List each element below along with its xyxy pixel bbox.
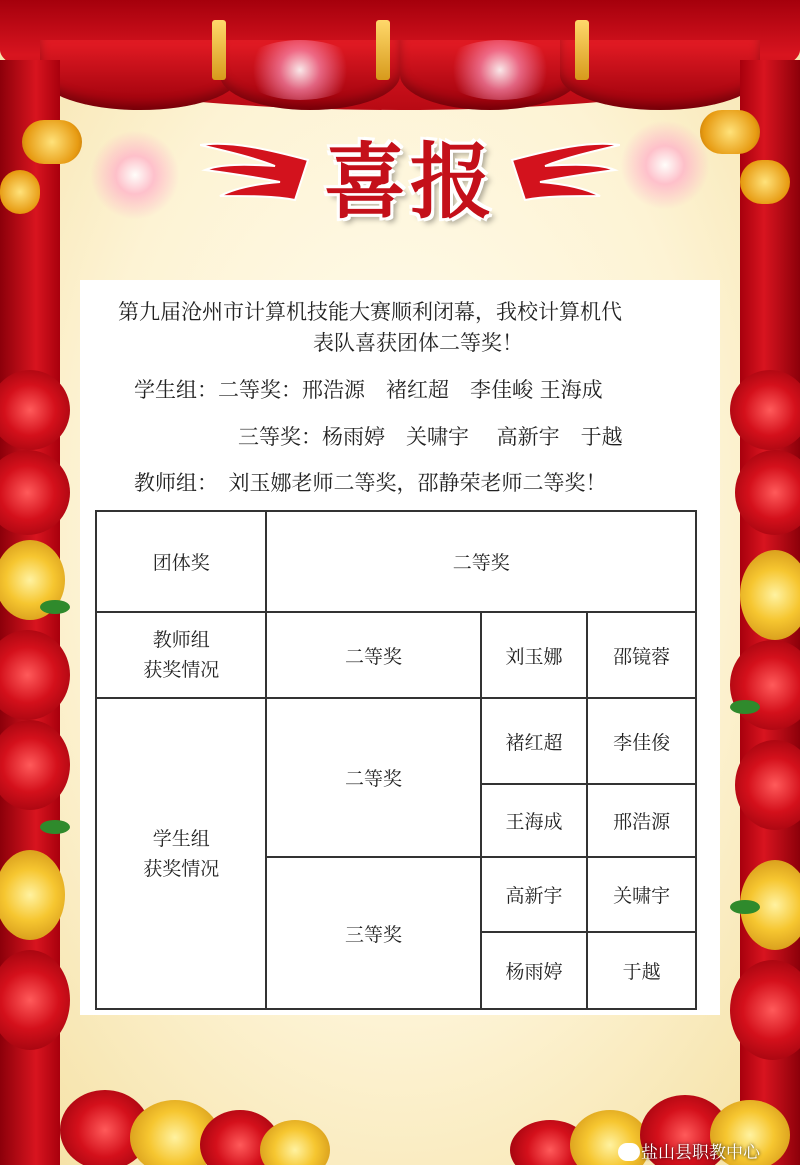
student-name: 王海成 [481,784,588,857]
wing-icon [510,140,620,218]
announcement-line-1: 第九届沧州市计算机技能大赛顺利闭幕，我校计算机代 [118,300,622,324]
curtain-swag [40,40,240,110]
leaf-icon [40,600,70,614]
student-name: 于越 [587,932,696,1009]
awards-table [95,510,697,1010]
lantern-icon [0,170,40,214]
firework-icon [240,40,360,100]
teacher-prize-line: 教师组： 刘玉娜老师二等奖，邵静荣老师二等奖！ [134,471,607,495]
student-group-label: 学生组 获奖情况 [96,698,266,1009]
team-award-value: 二等奖 [266,511,696,612]
student-second-award: 二等奖 [266,698,480,857]
gold-tassel [212,20,226,80]
teacher-group-label: 教师组 获奖情况 [96,612,266,698]
watermark: 盐山县职教中心 [641,1143,760,1163]
lantern-icon [740,160,790,204]
firework-icon [440,40,560,100]
team-award-label: 团体奖 [96,511,266,612]
student-second-prize-line: 学生组：二等奖：邢浩源 褚红超 李佳峻 王海成 [134,378,603,402]
page-title: 喜报 [323,134,496,230]
table-row [96,612,696,698]
student-name: 李佳俊 [587,698,696,784]
leaf-icon [40,820,70,834]
announcement-line-2: 表队喜获团体二等奖！ [313,331,523,355]
teacher-name: 邵镜蓉 [587,612,696,698]
curtain-swag [560,40,760,110]
wechat-icon [618,1143,640,1161]
leaf-icon [730,700,760,714]
gold-tassel [376,20,390,80]
gold-tassel [575,20,589,80]
student-name: 高新宇 [481,857,588,932]
student-name: 褚红超 [481,698,588,784]
student-third-award: 三等奖 [266,857,480,1009]
peony-icon [730,370,800,450]
student-third-prize-line: 三等奖：杨雨婷 关啸宇 高新宇 于越 [238,425,623,449]
leaf-icon [730,900,760,914]
title-banner [200,132,620,232]
firework-icon [620,120,710,210]
student-name: 关啸宇 [587,857,696,932]
student-name: 邢浩源 [587,784,696,857]
table-row [96,698,696,784]
table-row [96,511,696,612]
lantern-icon [22,120,82,164]
teacher-name: 刘玉娜 [481,612,588,698]
firework-icon [90,130,180,220]
student-name: 杨雨婷 [481,932,588,1009]
teacher-award: 二等奖 [266,612,480,698]
lantern-icon [700,110,760,154]
